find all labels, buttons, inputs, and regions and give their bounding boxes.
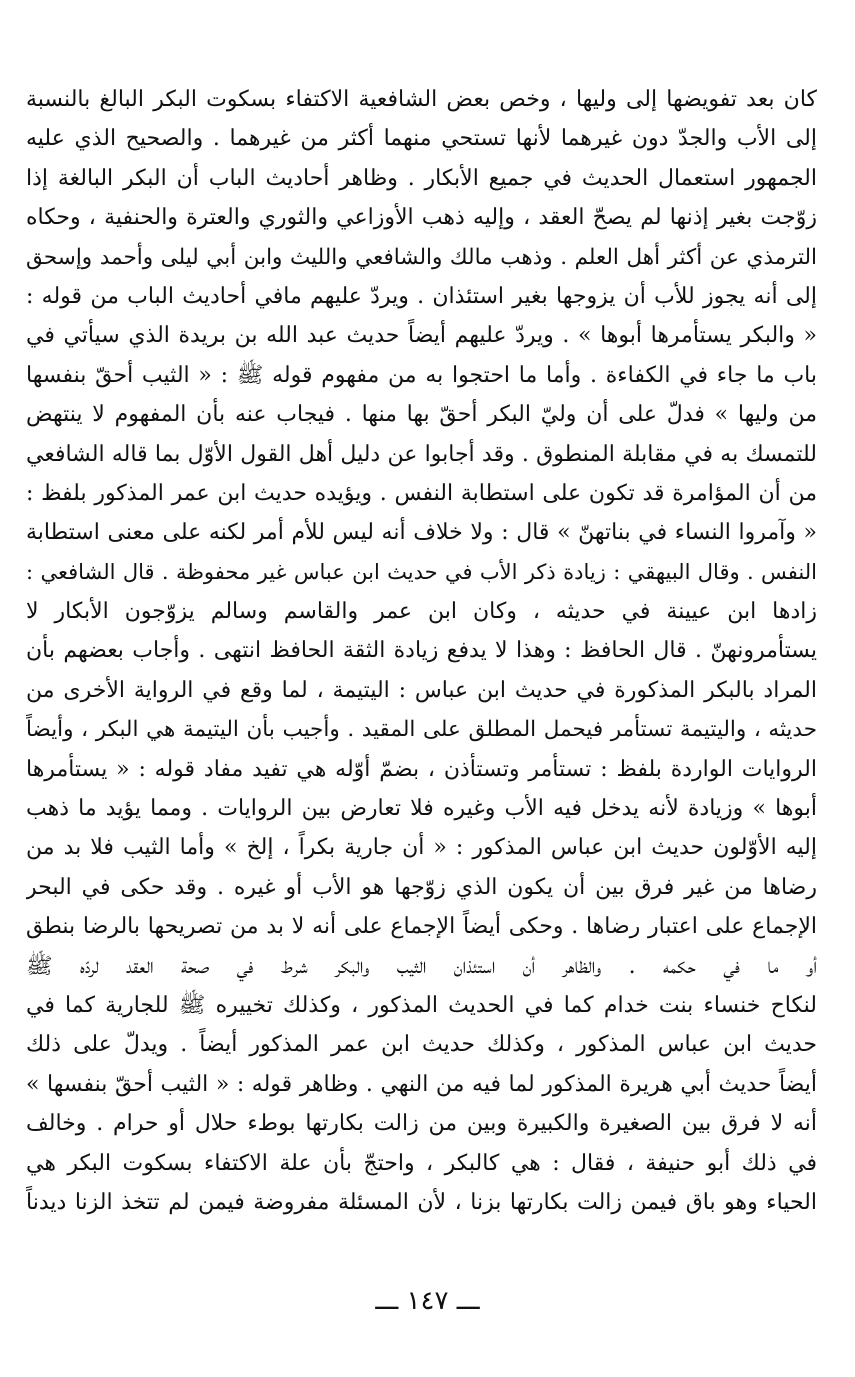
text-line: أنه لا فرق بين الصغيرة والكبيرة وبين من زالت بكارتها بوطء حلال أو حرام . وخالف <box>26 1111 817 1137</box>
text-line: إلى أنه يجوز للأب أن يزوجها بغير استئذان . ويردّ عليهم مافي أحاديث الباب من قوله : <box>26 283 817 309</box>
text-line: زوّجت بغير إذنها لم يصحّ العقد ، وإليه ذهب الأوزاعي والثوري والعترة والحنفية ، وحكاه <box>26 205 817 231</box>
text-line: للتمسك به في مقابلة المنطوق . وقد أجابوا عن دليل أهل القول الأوّل بما قاله الشافعي <box>26 441 817 467</box>
text-line: الإجماع على اعتبار رضاها . وحكى أيضاً الإجماع على أنه لا بد من تصريحها بالرضا بنطق <box>26 914 817 940</box>
text-line: أيضاً حديث أبي هريرة المذكور لما فيه من النهي . وظاهر قوله : « الثيب أحقّ بنفسها » <box>26 1071 817 1097</box>
text-line: النفس . وقال البيهقي : زيادة ذكر الأب في حديث ابن عباس غير محفوظة . قال الشافعي : <box>26 559 817 584</box>
text-line: إلى الأب والجدّ دون غيرهما لأنها تستحي منهما أكثر من غيرهما . والصحيح الذي عليه <box>26 126 817 152</box>
text-line: أبوها » وزيادة لأنه يدخل فيه الأب وغيره فلا تعارض بين الروايات . ومما يؤيد ما ذهب <box>26 796 817 822</box>
text-line: من وليها » فدلّ على أن وليّ البكر أحقّ بها منها . فيجاب عنه بأن المفهوم لا ينتهض <box>26 402 817 428</box>
text-line: باب ما جاء في الكفاءة . وأما ما احتجوا به من مفهوم قوله ﷺ : « الثيب أحقّ بنفسها <box>26 362 817 388</box>
text-line: رضاها من غير فرق بين أن يكون الذي زوّجها هو الأب أو غيره . وقد حكى في البحر <box>26 874 817 900</box>
text-line: يستأمرونهنّ . قال الحافظ : وهذا لا يدفع زيادة الثقة الحافظ انتهى . وأجاب بعضهم بأن <box>26 638 817 664</box>
text-line: الجمهور استعمال الحديث في جميع الأبكار . وظاهر أحاديث الباب أن البكر البالغة إذا <box>26 165 817 191</box>
text-line: لنكاح خنساء بنت خدام كما في الحديث المذكور ، وكذلك تخييره ﷺ للجارية كما في <box>26 992 817 1018</box>
text-line: كان بعد تفويضها إلى وليها ، وخص بعض الشافعية الاكتفاء بسكوت البكر البالغ بالنسبة <box>26 87 817 112</box>
text-line: الحياء وهو باق فيمن زالت بكارتها بزنا ، لأن المسئلة مفروضة فيمن لم تتخذ الزنا ديدناً <box>26 1189 817 1215</box>
text-line: من أن المؤامرة قد تكون على استطابة النفس . ويؤيده حديث ابن عمر المذكور بلفظ : <box>26 480 817 506</box>
text-line: زادها ابن عيينة في حديثه ، وكان ابن عمر والقاسم وسالم يزوّجون الأبكار لا <box>26 599 817 625</box>
text-line: الترمذي عن أكثر أهل العلم . وذهب مالك والشافعي والليث وابن أبي ليلى وأحمد وإسحق <box>26 244 817 270</box>
text-line: إليه الأوّلون حديث ابن عباس المذكور : « أن جارية بكراً ، إلخ » وأما الثيب فلا بد من <box>26 835 817 861</box>
text-line: في ذلك أبو حنيفة ، فقال : هي كالبكر ، واحتجّ بأن علة الاكتفاء بسكوت البكر هي <box>26 1150 817 1176</box>
page-body <box>26 80 817 1222</box>
page-number: ـــ ١٤٧ ـــ <box>375 1286 480 1316</box>
text-line: الروايات الواردة بلفظ : تستأمر وتستأذن ، بضمّ أوّله هي تفيد مفاد قوله : « يستأمرها <box>26 756 817 782</box>
text-line: المراد بالبكر المذكورة في حديث ابن عباس : اليتيمة ، لما وقع في الرواية الأخرى من <box>26 677 817 703</box>
text-line: أو ما في حكمه . والظاهر أن استئذان الثيب والبكر شرط في صحة العقد لردّه ﷺ <box>26 953 817 979</box>
text-line: « والبكر يستأمرها أبوها » . ويردّ عليهم أيضاً حديث عبد الله بن بريدة الذي سيأتي في <box>26 323 817 349</box>
text-line: « وآمروا النساء في بناتهنّ » قال : ولا خلاف أنه ليس للأم أمر لكنه على معنى استطابة <box>26 520 817 546</box>
text-line: حديث ابن عباس المذكور ، وكذلك حديث ابن عمر المذكور أيضاً . ويدلّ على ذلك <box>26 1032 817 1058</box>
text-line: حديثه ، واليتيمة تستأمر فيحمل المطلق على المقيد . وأجيب بأن اليتيمة هي البكر ، وأيضاً <box>26 717 817 743</box>
